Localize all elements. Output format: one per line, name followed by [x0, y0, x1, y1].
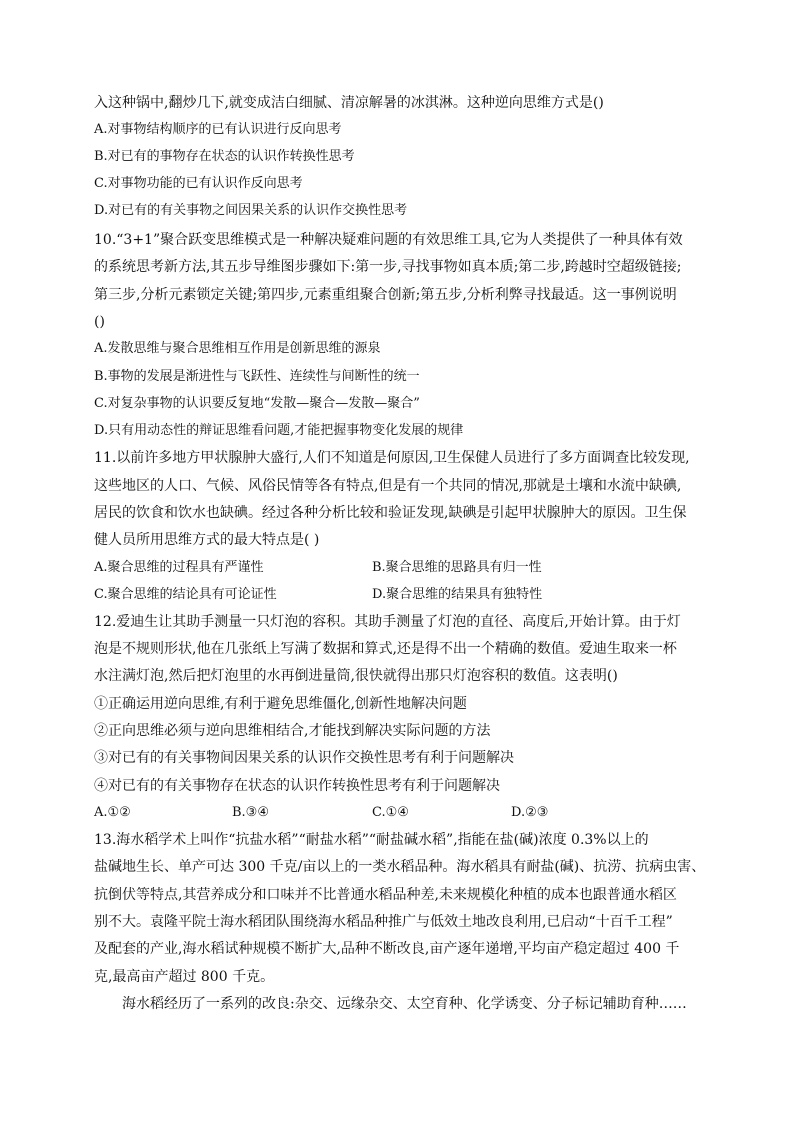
q10-stem-line-2: 的系统思考新方法,其五步导维图步骤如下:第一步,寻找事物如真本质;第二步,跨越时空超级链接;: [94, 259, 682, 275]
q10-option-a: A.发散思维与聚合思维相互作用是创新思维的源泉: [94, 341, 381, 356]
q12-item-1: ①正确运用逆向思维,有利于避免思维僵化,创新性地解决问题: [94, 696, 467, 712]
q13-stem-line-6: 克,最高亩产超过 800 千克。: [94, 969, 275, 985]
q11-option-d: D.聚合思维的结果具有独特性: [372, 587, 543, 602]
q9-option-c: C.对事物功能的已有认识作反向思考: [94, 176, 303, 191]
q13-stem-line-3: 抗倒伏等特点,其营养成分和口味并不比普通水稻品种差,未来规模化种植的成本也跟普通水稻区: [94, 887, 677, 903]
q9-option-b: B.对已有的事物存在状态的认识作转换性思考: [94, 149, 355, 164]
q11-stem-line-3: 居民的饮食和饮水也缺碘。经过各种分析比较和验证发现,缺碘是引起甲状腺肿大的原因。卫生保: [94, 505, 687, 521]
q11-option-c: C.聚合思维的结论具有可论证性: [94, 587, 277, 602]
q11-stem-line-1: 11.以前许多地方甲状腺肿大盛行,人们不知道是何原因,卫生保健人员进行了多方面调查比较发现,: [94, 450, 690, 466]
q13-stem-line-5: 及配套的产业,海水稻试种规模不断扩大,品种不断改良,亩产逐年递增,平均亩产稳定超过 400 千: [94, 941, 680, 957]
q12-item-4: ④对已有的有关事物存在状态的认识作转换性思考有利于问题解决: [94, 778, 500, 794]
q13-stem-line-1: 13.海水稻学术上叫作“抗盐水稻”“耐盐水稻”“耐盐碱水稻”,指能在盐(碱)浓度 0.3%以上的: [94, 832, 649, 848]
q12-option-b: B.③④: [232, 805, 269, 820]
q12-item-3: ③对已有的有关事物间因果关系的认识作交换性思考有利于问题解决: [94, 750, 514, 766]
q12-option-c: C.①④: [372, 805, 409, 820]
q12-stem-line-2: 泡是不规则形状,他在几张纸上写满了数据和算式,还是得不出一个精确的数值。爱迪生取来一杯: [94, 641, 677, 657]
q10-option-c: C.对复杂事物的认识要反复地“发散—聚合—发散—聚合”: [94, 396, 420, 411]
q10-stem-line-3: 第三步,分析元素锁定关键;第四步,元素重组聚合创新;第五步,分析利弊寻找最适。这一事例说明: [94, 287, 677, 303]
q10-stem-line-4: (): [94, 314, 105, 330]
q12-option-a: A.①②: [94, 805, 131, 820]
q11-option-b: B.聚合思维的思路具有归一性: [372, 560, 542, 575]
q11-stem-line-2: 这些地区的人口、气候、风俗民情等各有特点,但是有一个共同的情况,那就是土壤和水流中缺碘,: [94, 478, 682, 494]
q13-stem-line-4: 别不大。袁隆平院士海水稻团队围绕海水稻品种推广与低效土地改良利用,已启动“十百千工程”: [94, 914, 673, 930]
q9-option-d: D.对已有的有关事物之间因果关系的认识作交换性思考: [94, 203, 408, 218]
q12-stem-line-3: 水注满灯泡,然后把灯泡里的水再倒进量筒,很快就得出那只灯泡容积的数值。这表明(): [94, 668, 618, 684]
q12-stem-line-1: 12.爱迪生让其助手测量一只灯泡的容积。其助手测量了灯泡的直径、高度后,开始计算。由于灯: [94, 614, 681, 630]
q12-option-d: D.②③: [511, 805, 549, 820]
q9-stem-tail: 入这种锅中,翻炒几下,就变成洁白细腻、清凉解暑的冰淇淋。这种逆向思维方式是(): [94, 95, 604, 111]
q10-option-d: D.只有用动态性的辩证思维看问题,才能把握事物变化发展的规律: [94, 423, 464, 438]
q13-paragraph-2: 海水稻经历了一系列的改良:杂交、远缘杂交、太空育种、化学诱变、分子标记辅助育种……: [122, 996, 687, 1012]
q13-stem-line-2: 盐碱地生长、单产可达 300 千克/亩以上的一类水稻品种。海水稻具有耐盐(碱)、抗涝、抗病虫害、: [94, 859, 706, 875]
q10-option-b: B.事物的发展是渐进性与飞跃性、连续性与间断性的统一: [94, 369, 420, 384]
q11-option-a: A.聚合思维的过程具有严谨性: [94, 560, 264, 575]
q12-item-2: ②正向思维必须与逆向思维相结合,才能找到解决实际问题的方法: [94, 723, 491, 739]
q9-option-a: A.对事物结构顺序的已有认识进行反向思考: [94, 122, 342, 137]
q11-stem-line-4: 健人员所用思维方式的最大特点是( ): [94, 532, 320, 548]
q10-stem-line-1: 10.“3+1”聚合跃变思维模式是一种解决疑难问题的有效思维工具,它为人类提供了一种具体有效: [94, 232, 683, 248]
